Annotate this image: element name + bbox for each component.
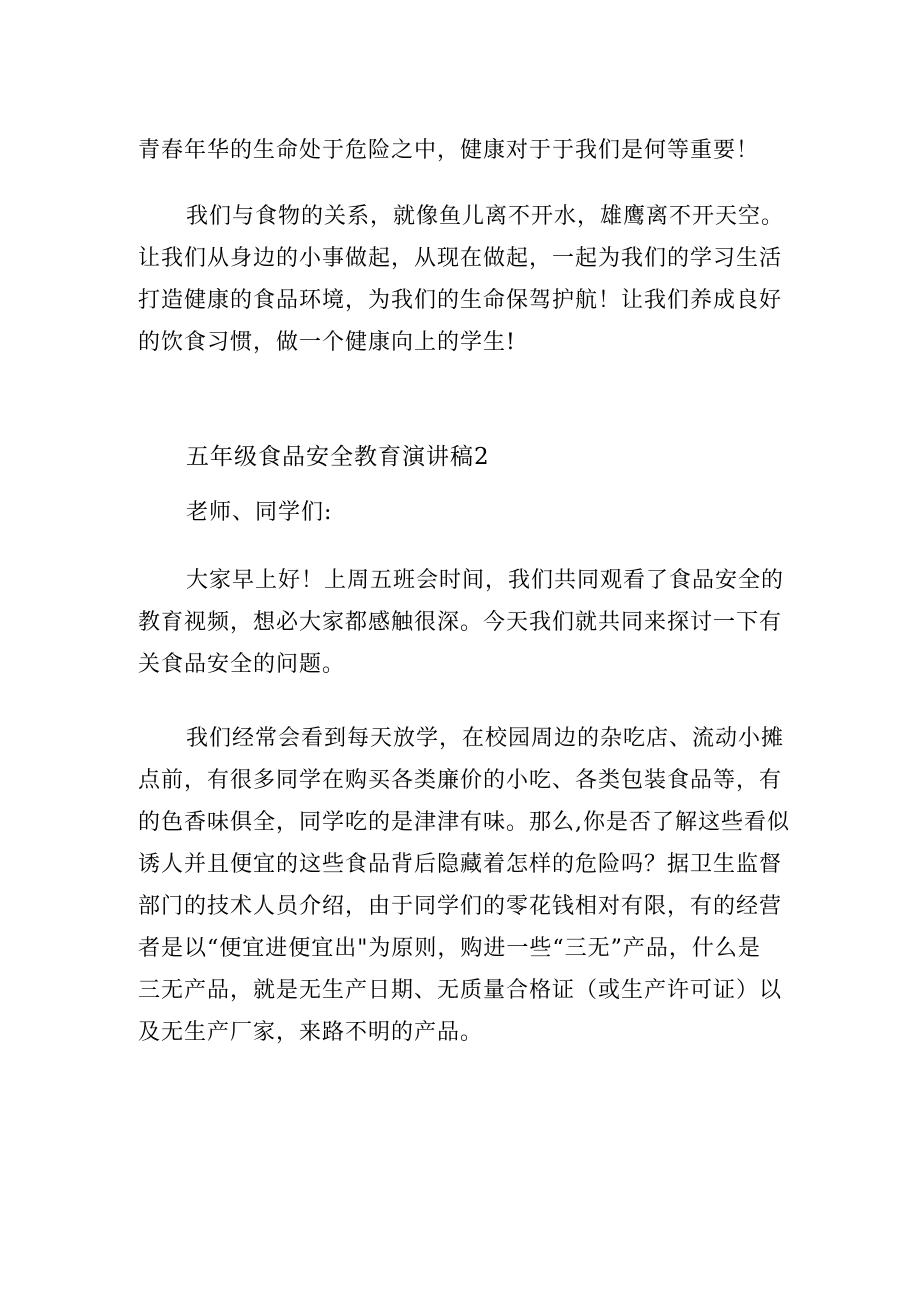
paragraph-line: 青春年华的生命处于危险之中，健康对于于我们是何等重要！ [138,138,760,163]
paragraph-line: 部门的技术人员介绍，由于同学们的零花钱相对有限，有的经营 [138,894,783,919]
paragraph-line: 点前，有很多同学在购买各类廉价的小吃、各类包装食品等，有 [138,768,783,793]
greeting-text: 老师、同学们: [186,500,333,525]
paragraph-2 [138,196,793,364]
paragraph-1 [138,130,793,172]
heading-text: 五年级食品安全教育演讲稿2 [186,444,490,470]
paragraph-3 [138,560,793,686]
section-heading [186,436,841,478]
paragraph-line: 关食品安全的问题。 [138,652,346,677]
paragraph-line: 让我们从身边的小事做起，从现在做起，一起为我们的学习生活 [138,246,783,271]
paragraph-line: 及无生产厂家，来路不明的产品。 [138,1020,484,1045]
greeting [186,492,841,534]
paragraph-4 [138,718,793,1054]
paragraph-line: 我们经常会看到每天放学，在校园周边的杂吃店、流动小摊 [186,726,785,751]
paragraph-line: 打造健康的食品环境，为我们的生命保驾护航！让我们养成良好 [138,288,783,313]
paragraph-line: 大家早上好！上周五班会时间，我们共同观看了食品安全的 [186,568,785,593]
paragraph-line: 诱人并且便宜的这些食品背后隐藏着怎样的危险吗？据卫生监督 [138,852,783,877]
paragraph-line: 教育视频，想必大家都感触很深。今天我们就共同来探讨一下有 [138,610,783,635]
paragraph-line: 的饮食习惯，做一个健康向上的学生! [138,330,516,355]
paragraph-line: 我们与食物的关系，就像鱼儿离不开水，雄鹰离不开天空。 [186,204,785,229]
paragraph-line: 者是以“便宜进便宜出"为原则，购进一些“三无”产品，什么是 [138,936,761,961]
paragraph-line: 三无产品，就是无生产日期、无质量合格证（或生产许可证）以 [138,978,783,1003]
paragraph-line: 的色香味俱全，同学吃的是津津有味。那么,你是否了解这些看似 [138,810,790,835]
